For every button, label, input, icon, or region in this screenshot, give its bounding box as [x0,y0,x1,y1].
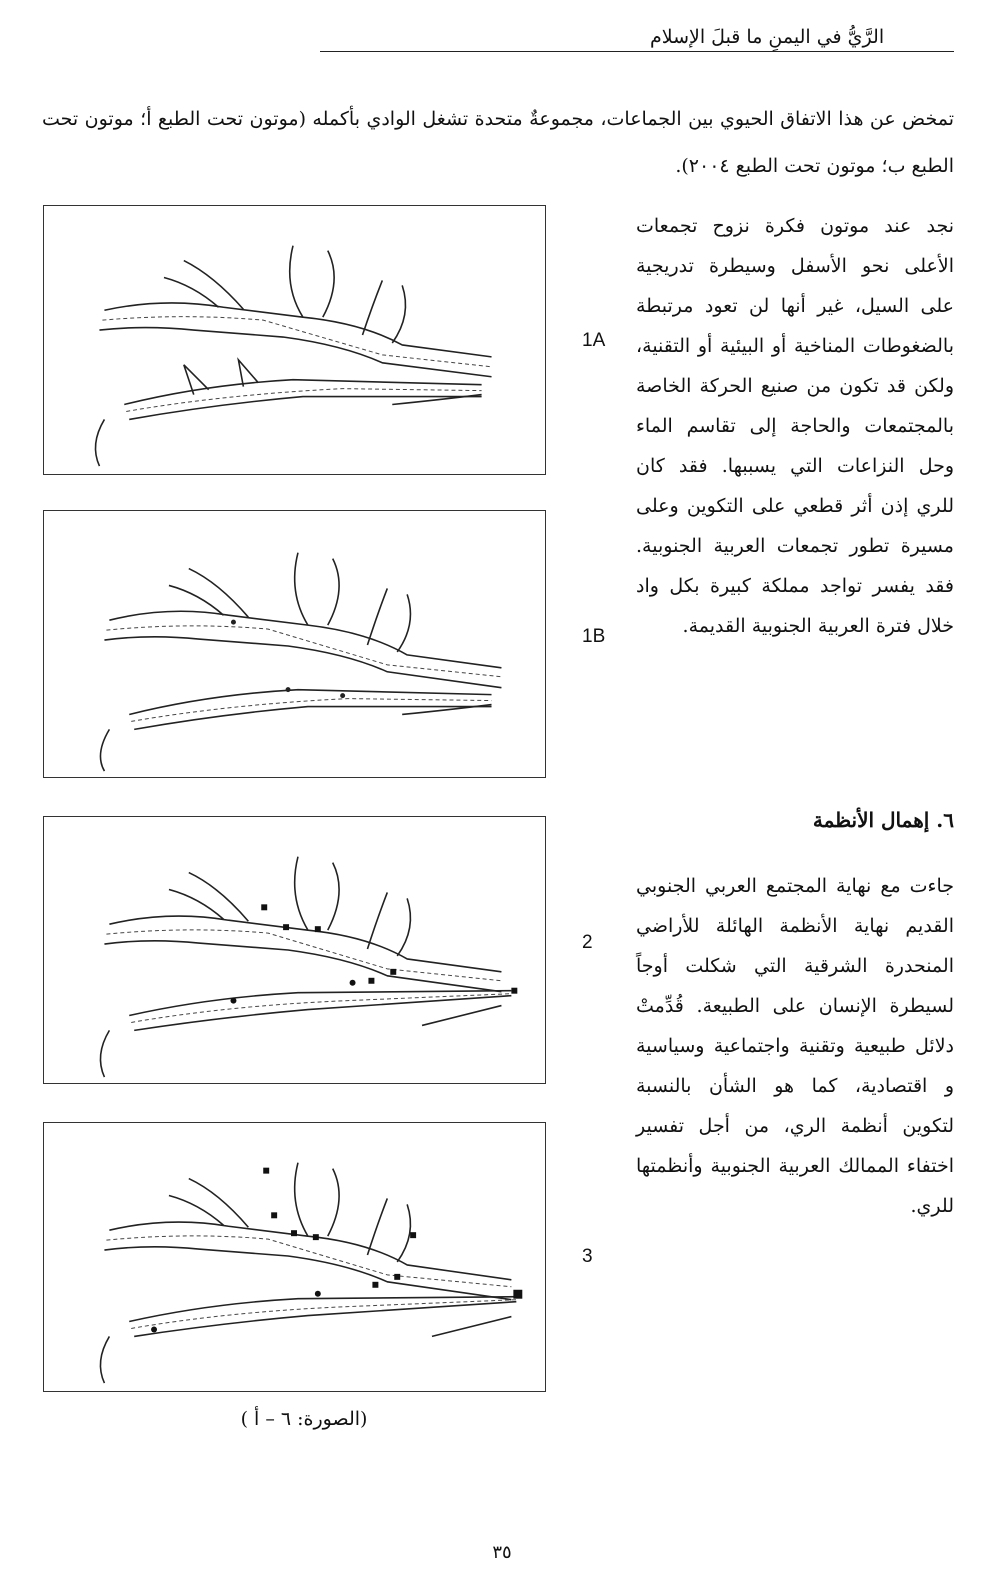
intro-paragraph: تمخض عن هذا الاتفاق الحيوي بين الجماعات، مجموعةٌ متحدة تشغل الوادي بأكمله (موتون تحت الطبع أ؛ موتون تحت الطبع ب؛ موتون تحت الطبع ٢٠٠٤). [42,108,954,177]
wadi-diagram-1a [44,206,545,474]
figure-2-frame [43,816,546,1084]
paragraph-1: نجد عند موتون فكرة نزوح تجمعات الأعلى نحو الأسفل وسيطرة تدريجية على السيل، غير أنها لن تعود مرتبطة بالضغوطات المناخية أو البيئية أو التقنية، ولكن قد تكون من صنيع الحركة الخاصة بالمجتمعات والحاجة إلى تقاسم الماء وحل النزاعات التي يسببها. فقد كان للري إذن أثر قطعي على التكوين وعلى مسيرة تطور تجمعات العربية الجنوبية. فقد يفسر تواجد مملكة كبيرة بكل واد خلال فترة العربية الجنوبية القديمة. [636,215,954,637]
wadi-diagram-1b [44,511,545,777]
figure-3-label: 3 [582,1246,593,1267]
header-rule [320,51,954,52]
figure-caption: (الصورة: ٦ – أ ) [240,1408,368,1430]
page-number: ٣٥ [492,1542,512,1563]
running-header-title: الرَّيُّ في اليمنِ ما قبلَ الإسلام [650,26,885,48]
figure-2-label: 2 [582,932,593,953]
figure-1a-label: 1A [582,330,606,351]
paragraph-2: جاءت مع نهاية المجتمع العربي الجنوبي القديم نهاية الأنظمة الهائلة للأراضي المنحدرة الشرقية التي شكلت أوجاً لسيطرة الإنسان على الطبيعة. قُدِّمتْ دلائل طبيعية وتقنية واجتماعية وسياسية و اقتصادية، كما هو الشأن بالنسبة لتكوين أنظمة الري، من أجل تفسير اختفاء الممالك العربية الجنوبية وأنظمتها للري. [636,875,954,1217]
figure-1a-frame [43,205,546,475]
wadi-diagram-2 [44,817,545,1083]
wadi-diagram-3 [44,1123,545,1391]
figure-1b-frame [43,510,546,778]
figure-3-frame [43,1122,546,1392]
section-heading: ٦. إهمال الأنظمة [812,808,954,832]
figure-1b-label: 1B [582,626,606,647]
